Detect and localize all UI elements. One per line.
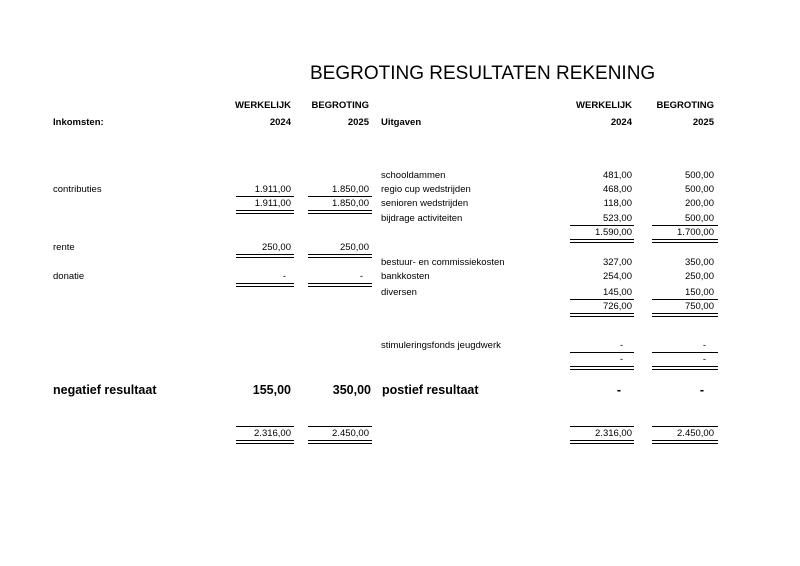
double-rule <box>236 283 294 287</box>
total-expense-actual: 2.316,00 <box>595 428 632 439</box>
expense-label: bijdrage activiteiten <box>381 213 463 224</box>
double-rule <box>652 440 718 444</box>
expense-actual: 145,00 <box>602 287 632 298</box>
rule <box>652 426 718 427</box>
expense-budget: 500,00 <box>684 184 714 195</box>
expense-label: diversen <box>381 287 417 298</box>
double-rule <box>308 283 372 287</box>
header-werkelijk-expense: WERKELIJK <box>576 100 632 111</box>
positive-result-label: postief resultaat <box>382 383 479 397</box>
expense-group2-total-actual: 726,00 <box>602 301 632 312</box>
income-label-donatie: donatie <box>53 271 85 282</box>
expense-actual: - <box>619 340 623 351</box>
double-rule <box>236 440 294 444</box>
positive-result-actual: - <box>616 383 621 397</box>
expense-actual: 523,00 <box>602 213 632 224</box>
expense-budget: 500,00 <box>684 213 714 224</box>
expense-actual: 327,00 <box>602 257 632 268</box>
header-begroting-expense: BEGROTING <box>656 100 714 111</box>
expense-budget: - <box>702 340 706 351</box>
header-year-budget-income: 2025 <box>347 117 369 128</box>
double-rule <box>652 313 718 317</box>
double-rule <box>570 440 634 444</box>
page-title: BEGROTING RESULTATEN REKENING <box>310 63 656 84</box>
rule <box>308 426 372 427</box>
rule <box>570 299 634 300</box>
expense-label: schooldammen <box>381 170 446 181</box>
income-actual-contributies-subtotal: 1.911,00 <box>254 198 291 209</box>
expense-label: regio cup wedstrijden <box>381 184 471 195</box>
rule <box>570 225 634 226</box>
double-rule <box>308 254 372 258</box>
rule <box>308 196 372 197</box>
header-begroting-income: BEGROTING <box>311 100 369 111</box>
expense-actual: 481,00 <box>602 170 632 181</box>
income-label-contributies: contributies <box>53 184 102 195</box>
double-rule <box>308 210 372 214</box>
total-expense-budget: 2.450,00 <box>677 428 714 439</box>
income-actual-donatie: - <box>282 271 286 282</box>
double-rule <box>652 366 718 370</box>
negative-result-budget: 350,00 <box>332 383 371 397</box>
expense-label: stimuleringsfonds jeugdwerk <box>381 340 501 351</box>
expense-budget: 150,00 <box>684 287 714 298</box>
double-rule <box>652 239 718 243</box>
income-actual-rente: 250,00 <box>261 242 291 253</box>
header-uitgaven: Uitgaven <box>381 117 422 128</box>
expense-actual: 254,00 <box>602 271 632 282</box>
expense-group3-total-budget: - <box>702 354 706 365</box>
header-werkelijk-income: WERKELIJK <box>235 100 291 111</box>
expense-budget: 500,00 <box>684 170 714 181</box>
rule <box>652 299 718 300</box>
income-budget-rente: 250,00 <box>339 242 369 253</box>
header-year-actual-income: 2024 <box>269 117 291 128</box>
income-label-rente: rente <box>53 242 75 253</box>
rule <box>652 225 718 226</box>
double-rule <box>570 366 634 370</box>
double-rule <box>236 210 294 214</box>
double-rule <box>236 254 294 258</box>
expense-actual: 118,00 <box>603 198 632 209</box>
double-rule <box>570 313 634 317</box>
header-inkomsten: Inkomsten: <box>53 117 104 128</box>
expense-group1-total-budget: 1.700,00 <box>677 227 714 238</box>
negative-result-label: negatief resultaat <box>53 383 157 397</box>
income-budget-donatie: - <box>359 271 363 282</box>
positive-result-budget: - <box>699 383 704 397</box>
income-actual-contributies: 1.911,00 <box>254 184 291 195</box>
income-budget-contributies-subtotal: 1.850,00 <box>332 198 369 209</box>
header-year-actual-expense: 2024 <box>610 117 632 128</box>
expense-group3-total-actual: - <box>619 354 623 365</box>
expense-label: senioren wedstrijden <box>381 198 469 209</box>
expense-group1-total-actual: 1.590,00 <box>595 227 632 238</box>
rule <box>570 352 634 353</box>
rule <box>236 196 294 197</box>
rule <box>236 426 294 427</box>
expense-label: bestuur- en commissiekosten <box>381 257 505 268</box>
expense-label: bankkosten <box>381 271 430 282</box>
double-rule <box>308 440 372 444</box>
expense-budget: 250,00 <box>684 271 714 282</box>
expense-budget: 350,00 <box>684 257 714 268</box>
rule <box>570 426 634 427</box>
expense-actual: 468,00 <box>602 184 632 195</box>
income-budget-contributies: 1.850,00 <box>332 184 369 195</box>
total-income-actual: 2.316,00 <box>254 428 291 439</box>
rule <box>652 352 718 353</box>
expense-group2-total-budget: 750,00 <box>684 301 714 312</box>
header-year-budget-expense: 2025 <box>692 117 714 128</box>
double-rule <box>570 239 634 243</box>
total-income-budget: 2.450,00 <box>332 428 369 439</box>
negative-result-actual: 155,00 <box>252 383 291 397</box>
expense-budget: 200,00 <box>684 198 714 209</box>
